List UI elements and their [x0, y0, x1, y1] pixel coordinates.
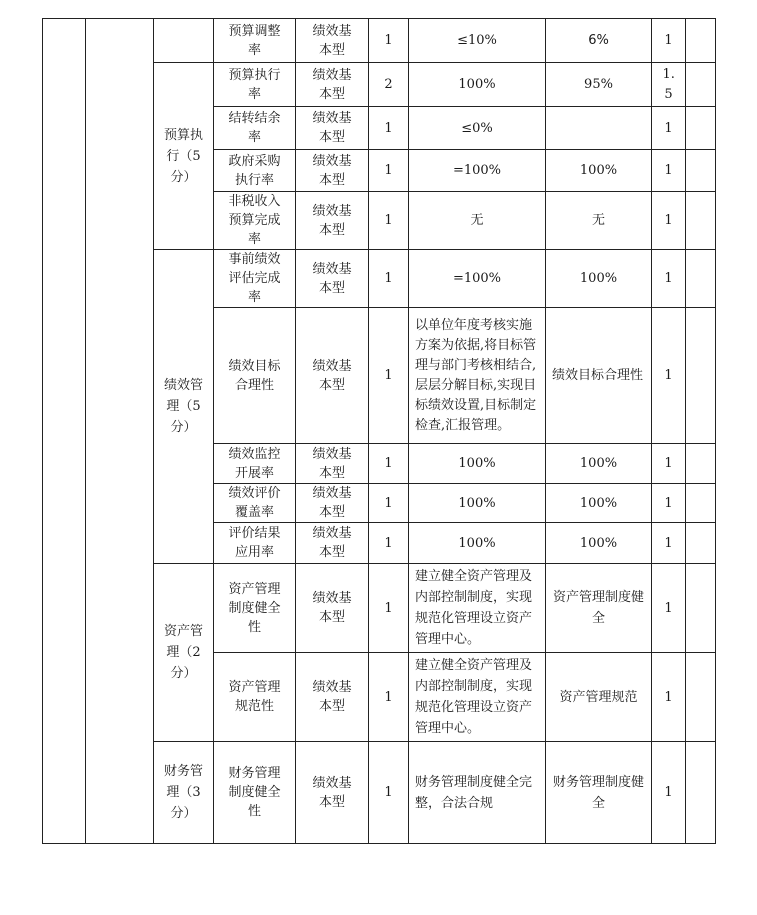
note-cell	[686, 564, 716, 653]
score-cell: 1	[652, 308, 686, 444]
type-cell: 绩效基本型	[296, 523, 369, 564]
actual-cell: 6%	[546, 19, 652, 63]
target-cell: 100%	[409, 484, 546, 523]
actual-cell	[546, 107, 652, 150]
note-cell	[686, 742, 716, 844]
weight-cell: 1	[369, 308, 409, 444]
note-cell	[686, 107, 716, 150]
weight-cell: 1	[369, 484, 409, 523]
note-cell	[686, 653, 716, 742]
note-cell	[686, 523, 716, 564]
type-cell: 绩效基本型	[296, 150, 369, 192]
category-cell: 绩效管理（5分）	[154, 250, 214, 564]
weight-cell: 1	[369, 444, 409, 484]
indicator-cell: 财务管理制度健全性	[214, 742, 296, 844]
category-cell: 资产管理（2分）	[154, 564, 214, 742]
target-cell: ≤0%	[409, 107, 546, 150]
target-cell: 以单位年度考核实施方案为依据,将目标管理与部门考核相结合,层层分解目标,实现目标绩效设置,目标制定检查,汇报管理。	[409, 308, 546, 444]
actual-cell: 财务管理制度健全	[546, 742, 652, 844]
indicator-cell: 非税收入预算完成率	[214, 192, 296, 250]
indicator-cell: 资产管理制度健全性	[214, 564, 296, 653]
indicator-cell: 政府采购执行率	[214, 150, 296, 192]
type-cell: 绩效基本型	[296, 192, 369, 250]
type-cell: 绩效基本型	[296, 107, 369, 150]
blank-column-1	[43, 19, 86, 844]
target-cell: 100%	[409, 63, 546, 107]
actual-cell: 100%	[546, 523, 652, 564]
target-cell: =100%	[409, 150, 546, 192]
note-cell	[686, 63, 716, 107]
type-cell: 绩效基本型	[296, 653, 369, 742]
actual-cell: 100%	[546, 484, 652, 523]
weight-cell: 1	[369, 564, 409, 653]
category-cell: 预算执行（5分）	[154, 63, 214, 250]
target-cell: 建立健全资产管理及内部控制制度，实现规范化管理设立资产管理中心。	[409, 564, 546, 653]
indicator-cell: 评价结果应用率	[214, 523, 296, 564]
type-cell: 绩效基本型	[296, 444, 369, 484]
score-cell: 1	[652, 523, 686, 564]
score-cell: 1	[652, 192, 686, 250]
target-cell: 100%	[409, 444, 546, 484]
actual-cell: 资产管理制度健全	[546, 564, 652, 653]
target-cell: 无	[409, 192, 546, 250]
blank-column-2	[86, 19, 154, 844]
category-cell: 财务管理（3分）	[154, 742, 214, 844]
actual-cell: 95%	[546, 63, 652, 107]
target-cell: 财务管理制度健全完整，合法合规	[409, 742, 546, 844]
type-cell: 绩效基本型	[296, 308, 369, 444]
score-cell: 1	[652, 19, 686, 63]
weight-cell: 1	[369, 742, 409, 844]
actual-cell: 无	[546, 192, 652, 250]
weight-cell: 1	[369, 192, 409, 250]
note-cell	[686, 250, 716, 308]
indicator-cell: 事前绩效评估完成率	[214, 250, 296, 308]
weight-cell: 1	[369, 19, 409, 63]
actual-cell: 绩效目标合理性	[546, 308, 652, 444]
actual-cell: 100%	[546, 444, 652, 484]
score-cell: 1	[652, 107, 686, 150]
weight-cell: 1	[369, 523, 409, 564]
actual-cell: 资产管理规范	[546, 653, 652, 742]
indicator-cell: 资产管理规范性	[214, 653, 296, 742]
indicator-cell: 结转结余率	[214, 107, 296, 150]
note-cell	[686, 444, 716, 484]
target-cell: 建立健全资产管理及内部控制制度，实现规范化管理设立资产管理中心。	[409, 653, 546, 742]
score-cell: 1	[652, 150, 686, 192]
table-row	[43, 19, 716, 63]
type-cell: 绩效基本型	[296, 564, 369, 653]
actual-cell: 100%	[546, 150, 652, 192]
type-cell: 绩效基本型	[296, 250, 369, 308]
score-cell: 1	[652, 564, 686, 653]
score-cell: 1.5	[652, 63, 686, 107]
type-cell: 绩效基本型	[296, 63, 369, 107]
note-cell	[686, 150, 716, 192]
score-cell: 1	[652, 742, 686, 844]
note-cell	[686, 308, 716, 444]
category-cell	[154, 19, 214, 63]
target-cell: ≤10%	[409, 19, 546, 63]
indicator-cell: 预算执行率	[214, 63, 296, 107]
type-cell: 绩效基本型	[296, 484, 369, 523]
actual-cell: 100%	[546, 250, 652, 308]
indicator-cell: 预算调整率	[214, 19, 296, 63]
target-cell: =100%	[409, 250, 546, 308]
note-cell	[686, 484, 716, 523]
note-cell	[686, 19, 716, 63]
performance-indicator-table	[42, 18, 716, 844]
target-cell: 100%	[409, 523, 546, 564]
weight-cell: 1	[369, 250, 409, 308]
type-cell: 绩效基本型	[296, 742, 369, 844]
score-cell: 1	[652, 444, 686, 484]
indicator-cell: 绩效目标合理性	[214, 308, 296, 444]
score-cell: 1	[652, 250, 686, 308]
weight-cell: 1	[369, 150, 409, 192]
indicator-cell: 绩效评价覆盖率	[214, 484, 296, 523]
weight-cell: 1	[369, 653, 409, 742]
weight-cell: 1	[369, 107, 409, 150]
type-cell: 绩效基本型	[296, 19, 369, 63]
weight-cell: 2	[369, 63, 409, 107]
score-cell: 1	[652, 653, 686, 742]
indicator-cell: 绩效监控开展率	[214, 444, 296, 484]
note-cell	[686, 192, 716, 250]
score-cell: 1	[652, 484, 686, 523]
